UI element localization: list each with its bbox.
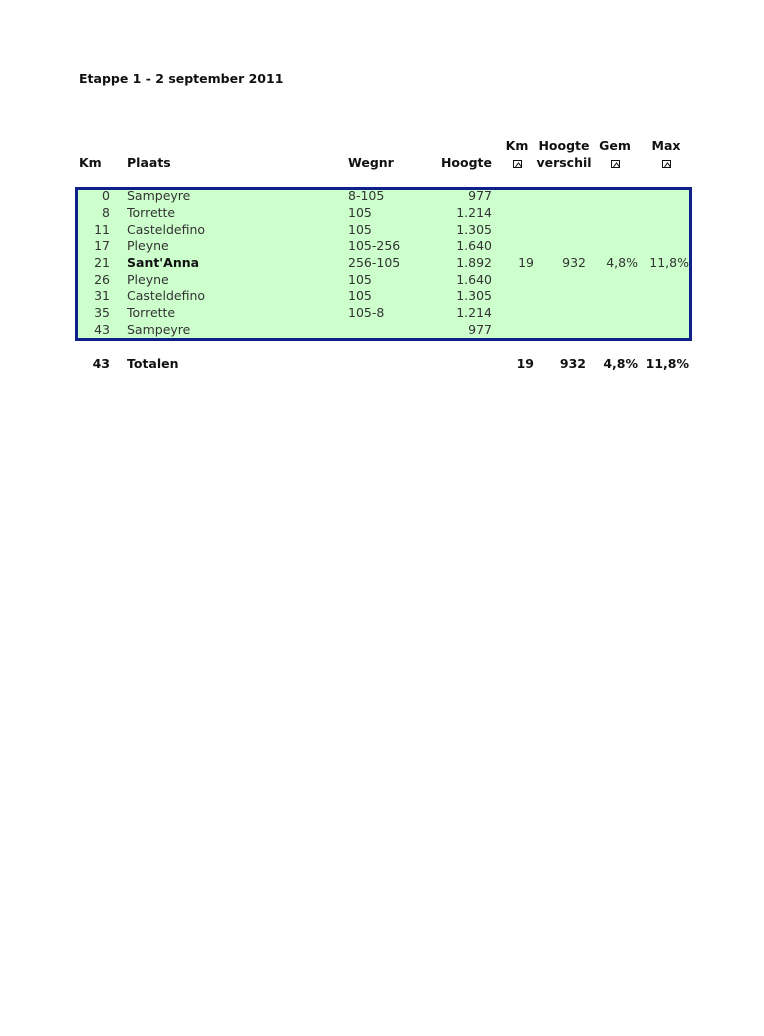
cell-plaats: Pleyne [127,272,169,287]
cell-wegnr: 105 [348,205,372,220]
cell-wegnr: 256-105 [348,255,401,270]
totals-verschil: 932 [559,356,586,371]
cell-km: 17 [94,238,110,253]
header-plaats: Plaats [127,155,171,170]
header-km: Km [79,155,102,170]
cell-hoogte: 1.892 [456,255,492,270]
header-hoogte-verschil-2: verschil [536,155,592,170]
cell-plaats: Sampeyre [127,188,191,203]
cell-plaats: Casteldefino [127,222,206,237]
header-gem: Gem [599,138,631,153]
cell-km: 11 [94,222,110,237]
cell-hoogte: 1.305 [456,288,492,303]
cell-hoogte: 1.640 [456,238,492,253]
cell-plaats: Torrette [127,205,176,220]
cell-km: 26 [94,272,110,287]
cell-gem: 4,8% [606,255,638,270]
cell-wegnr: 105-8 [348,305,385,320]
cell-km: 43 [94,322,110,337]
cell-wegnr: 105-256 [348,238,401,253]
cell-wegnr: 105 [348,222,372,237]
cell-plaats: Sampeyre [127,322,191,337]
cell-km: 31 [94,288,110,303]
cell-plaats: Pleyne [127,238,169,253]
header-hoogte: Hoogte [440,155,492,170]
totals-max: 11,8% [645,356,689,371]
cell-km: 21 [94,255,110,270]
cell-wegnr: 105 [348,272,372,287]
cell-hoogte: 1.305 [456,222,492,237]
cell-hoogte: 1.214 [456,205,492,220]
cell-km: 35 [94,305,110,320]
cell-km-climb: 19 [518,255,534,270]
header-max: Max [651,138,681,153]
cell-km: 8 [102,205,110,220]
header-hoogte-verschil-1: Hoogte [538,138,590,153]
cell-verschil: 932 [562,255,586,270]
cell-hoogte: 1.640 [456,272,492,287]
header-km-climb: Km [505,138,529,153]
totals-km: 43 [92,356,110,371]
up-triangle-icon [500,155,534,170]
cell-plaats: Torrette [127,305,176,320]
totals-gem: 4,8% [603,356,638,371]
up-triangle-icon [596,155,634,170]
cell-hoogte: 977 [468,188,492,203]
cell-hoogte: 977 [468,322,492,337]
header-wegnr: Wegnr [348,155,394,170]
page-title: Etappe 1 - 2 september 2011 [79,71,284,86]
cell-wegnr: 8-105 [348,188,385,203]
totals-km-climb: 19 [516,356,534,371]
cell-wegnr: 105 [348,288,372,303]
cell-plaats: Sant'Anna [127,255,200,270]
cell-km: 0 [102,188,110,203]
up-triangle-icon [646,155,686,170]
totals-label: Totalen [127,356,179,371]
cell-hoogte: 1.214 [456,305,492,320]
cell-plaats: Casteldefino [127,288,206,303]
cell-max: 11,8% [649,255,689,270]
